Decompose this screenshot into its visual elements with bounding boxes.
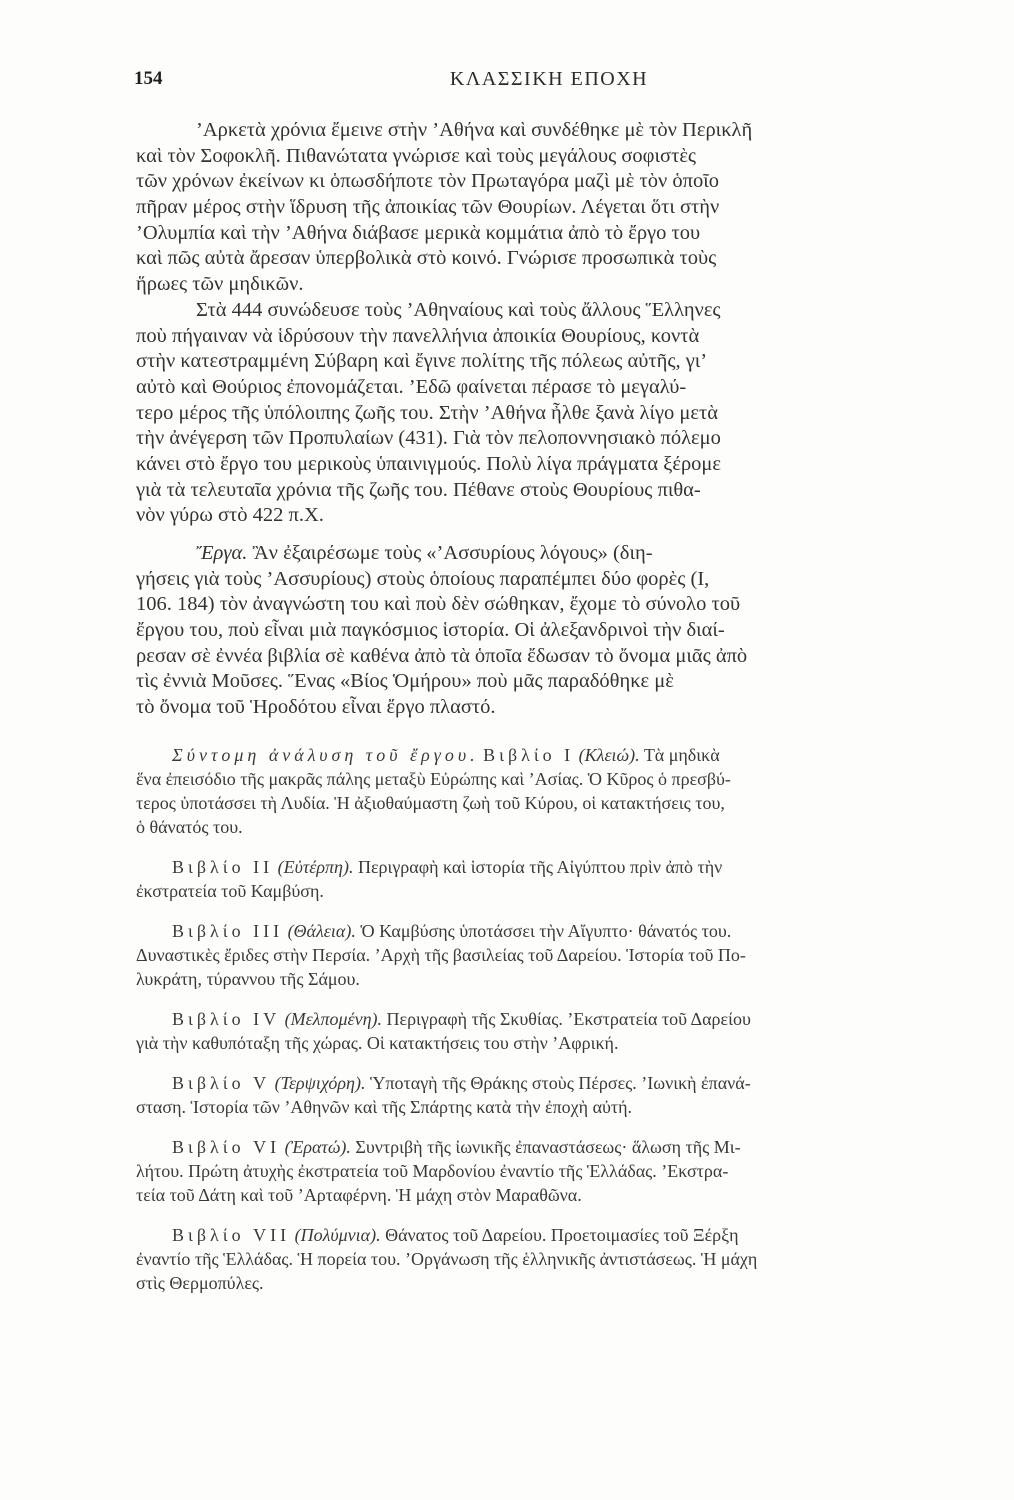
text-line: ἕνα ἐπεισόδιο τῆς μακρᾶς πάλης μεταξὺ Εὐρώπης καὶ ’Ασίας. Ὁ Κῦρος ὁ πρεσβύ- bbox=[136, 768, 731, 789]
text-line: ἥρωες τῶν μηδικῶν. bbox=[136, 273, 304, 296]
text-line: 106. 184) τὸν ἀναγνώστη του καὶ ποὺ δὲν σώθηκαν, ἔχομε τὸ σύνολο τοῦ bbox=[136, 593, 741, 616]
book-entry bbox=[136, 1223, 962, 1295]
text-line: τερο μέρος τῆς ὑπόλοιπης ζωῆς του. Στὴν ’Αθήνα ἦλθε ξανὰ λίγο μετὰ bbox=[136, 401, 718, 424]
text-line: τὴν ἀνέγερση τῶν Προπυλαίων (431). Γιὰ τὸν πελοποννησιακὸ πόλεμο bbox=[136, 427, 721, 450]
text-line: λήτου. Πρώτη ἀτυχὴς ἐκστρατεία τοῦ Μαρδονίου ἐναντίο τῆς Ἑλλάδας. ’Εκστρα- bbox=[136, 1160, 729, 1181]
text-line: καὶ τὸν Σοφοκλῆ. Πιθανώτατα γνώρισε καὶ τοὺς μεγάλους σοφιστὲς bbox=[136, 144, 697, 167]
text-run: Ὑποταγὴ τῆς Θράκης στοὺς Πέρσες. ’Ιωνικὴ ἐπανά- bbox=[369, 1072, 751, 1093]
text-line: ἔργου του, ποὺ εἶναι μιὰ παγκόσμιος ἱστορία. Οἱ ἀλεξανδρινοὶ τὴν διαί- bbox=[136, 619, 725, 642]
text-run: Συντριβὴ τῆς ἰωνικῆς ἐπαναστάσεως· ἅλωση τῆς Μι- bbox=[355, 1136, 741, 1157]
text-line: γιὰ τὴν καθυπόταξη τῆς χώρας. Οἱ κατακτήσεις του στὴν ’Αφρική. bbox=[136, 1032, 619, 1053]
paragraph-thurii bbox=[136, 298, 962, 529]
text-run: Θάνατος τοῦ Δαρείου. Προετοιμασίες τοῦ Ξέρξη bbox=[385, 1224, 739, 1245]
text-run: Ὁ Καμβύσης ὑποτάσσει τὴν Αἴγυπτο· θάνατός του. bbox=[360, 920, 732, 941]
text-line: πῆραν μέρος στὴν ἵδρυση τῆς ἀποικίας τῶν Θουρίων. Λέγεται ὅτι στὴν bbox=[136, 196, 720, 219]
book-entry bbox=[136, 1007, 962, 1055]
text-line: τεία τοῦ Δάτη καὶ τοῦ ’Αρταφέρνη. Ἡ μάχη στὸν Μαραθῶνα. bbox=[136, 1184, 582, 1205]
text-line: καὶ πῶς αὐτὰ ἄρεσαν ὑπερβολικὰ στὸ κοινό. Γνώρισε προσωπικὰ τοὺς bbox=[136, 247, 717, 270]
text-line: τερος ὑποτάσσει τὴ Λυδία. Ἡ ἀξιοθαύμαστη ζωὴ τοῦ Κύρου, οἱ κατακτήσεις του, bbox=[136, 792, 725, 813]
paragraph-life bbox=[136, 118, 962, 298]
page-body bbox=[136, 118, 962, 1295]
text-line: κάνει στὸ ἔργο του μερικοὺς ὑπαινιγμούς. Πολὺ λίγα πράγματα ξέρομε bbox=[136, 452, 722, 475]
book-label: Βιβλίο VII bbox=[172, 1224, 291, 1245]
text-run: Περιγραφὴ τῆς Σκυθίας. ’Εκστρατεία τοῦ Δαρείου bbox=[386, 1008, 751, 1029]
book-muse: (Τερψιχόρη). bbox=[274, 1072, 366, 1093]
text-line: νὸν γύρω στὸ 422 π.Χ. bbox=[136, 504, 324, 527]
text-line bbox=[136, 855, 962, 879]
text-line: ἐκστρατεία τοῦ Καμβύση. bbox=[136, 880, 324, 901]
text-line: αὐτὸ καὶ Θούριος ἐπονομάζεται. ’Εδῶ φαίνεται πέρασε τὸ μεγαλύ- bbox=[136, 375, 687, 398]
synopsis-heading: Σύντομη ἀνάλυση τοῦ ἔργου. bbox=[172, 744, 479, 765]
text-line: ὁ θάνατός του. bbox=[136, 816, 243, 837]
page-number: 154 bbox=[134, 68, 163, 89]
text-line bbox=[136, 1007, 962, 1031]
text-line: γιὰ τὰ τελευταῖα χρόνια τῆς ζωῆς του. Πέθανε στοὺς Θουρίους πιθα- bbox=[136, 478, 701, 501]
text-run: Ἂν ἐξαιρέσωμε τοὺς «’Ασσυρίους λόγους» (διη- bbox=[252, 542, 653, 564]
page-header bbox=[134, 68, 964, 98]
paragraph-works bbox=[136, 541, 962, 721]
text-line: ἐναντίο τῆς Ἑλλάδας. Ἡ πορεία του. ’Οργάνωση τῆς ἑλληνικῆς ἀντιστάσεως. Ἡ μάχη bbox=[136, 1248, 758, 1269]
text-run: Τὰ μηδικὰ bbox=[643, 744, 720, 765]
text-line bbox=[136, 541, 962, 567]
text-line: Δυναστικὲς ἔριδες στὴν Περσία. ’Αρχὴ τῆς βασιλείας τοῦ Δαρείου. Ἱστορία τοῦ Πο- bbox=[136, 944, 746, 965]
text-line bbox=[136, 1071, 962, 1095]
text-line: ’Αρκετὰ χρόνια ἔμεινε στὴν ’Αθήνα καὶ συνδέθηκε μὲ τὸν Περικλῆ bbox=[196, 119, 753, 141]
text-line bbox=[136, 1135, 962, 1159]
text-line: Στὰ 444 συνώδευσε τοὺς ’Αθηναίους καὶ τοὺς ἄλλους Ἕλληνες bbox=[196, 298, 721, 321]
text-line: τῶν χρόνων ἐκείνων κι ὁπωσδήποτε τὸν Πρωταγόρα μαζὶ μὲ τὸν ὁποῖο bbox=[136, 170, 720, 193]
book-muse: (Θάλεια). bbox=[287, 920, 356, 941]
book-muse: (Ἐρατώ). bbox=[284, 1136, 351, 1157]
text-line: τὸ ὄνομα τοῦ Ἡροδότου εἶναι ἔργο πλαστό. bbox=[136, 696, 496, 719]
book-label: Βιβλίο IV bbox=[172, 1008, 281, 1029]
text-line: ’Ολυμπία καὶ τὴν ’Αθήνα διάβασε μερικὰ κομμάτια ἀπὸ τὸ ἔργο του bbox=[136, 221, 701, 244]
book-muse: (Εὐτέρπη). bbox=[277, 856, 354, 877]
book-label: Βιβλίο VI bbox=[172, 1136, 281, 1157]
book-entry bbox=[136, 855, 962, 903]
book-label: Βιβλίο ΙΙΙ bbox=[172, 920, 284, 941]
book-label: Βιβλίο V bbox=[172, 1072, 271, 1093]
text-line: στὶς Θερμοπύλες. bbox=[136, 1272, 264, 1293]
text-line: στὴν κατεστραμμένη Σύβαρη καὶ ἔγινε πολίτης τῆς πόλεως αὐτῆς, γι’ bbox=[136, 350, 708, 373]
book-label: Βιβλίο Ι bbox=[483, 744, 575, 765]
book-entry bbox=[136, 1135, 962, 1207]
book-entry bbox=[136, 743, 962, 839]
text-line: ποὺ πήγαιναν νὰ ἱδρύσουν τὴν πανελλήνια ἀποικία Θουρίους, κοντὰ bbox=[136, 324, 700, 347]
text-line bbox=[136, 1223, 962, 1247]
text-line bbox=[136, 743, 962, 767]
text-line: λυκράτη, τύραννου τῆς Σάμου. bbox=[136, 968, 360, 989]
book-muse: (Πολύμνια). bbox=[294, 1224, 381, 1245]
book-entry bbox=[136, 919, 962, 991]
book-entry bbox=[136, 1071, 962, 1119]
text-line: ρεσαν σὲ ἐννέα βιβλία σὲ καθένα ἀπὸ τὰ ὁποῖα ἔδωσαν τὸ ὄνομα μιᾶς ἀπὸ bbox=[136, 644, 748, 667]
book-label: Βιβλίο ΙΙ bbox=[172, 856, 274, 877]
synopsis-section bbox=[136, 743, 962, 1295]
book-muse: (Μελπομένη). bbox=[284, 1008, 383, 1029]
text-line bbox=[136, 919, 962, 943]
text-line: γήσεις γιὰ τοὺς ’Ασσυρίους) στοὺς ὁποίους παραπέμπει δύο φορὲς (Ι, bbox=[136, 567, 710, 590]
works-heading: Ἔργα. bbox=[196, 542, 248, 564]
running-head: ΚΛΑΣΣΙΚΗ ΕΠΟΧΗ bbox=[449, 68, 649, 90]
text-line: σταση. Ἱστορία τῶν ’Αθηνῶν καὶ τῆς Σπάρτης κατὰ τὴν ἐποχὴ αὐτή. bbox=[136, 1096, 633, 1117]
text-run: Περιγραφὴ καὶ ἱστορία τῆς Αἰγύπτου πρὶν ἀπὸ τὴν bbox=[357, 856, 723, 877]
book-muse: (Κλειώ). bbox=[578, 744, 640, 765]
text-line: τὶς ἐννιὰ Μοῦσες. Ἕνας «Βίος Ὁμήρου» ποὺ μᾶς παραδόθηκε μὲ bbox=[136, 670, 674, 693]
